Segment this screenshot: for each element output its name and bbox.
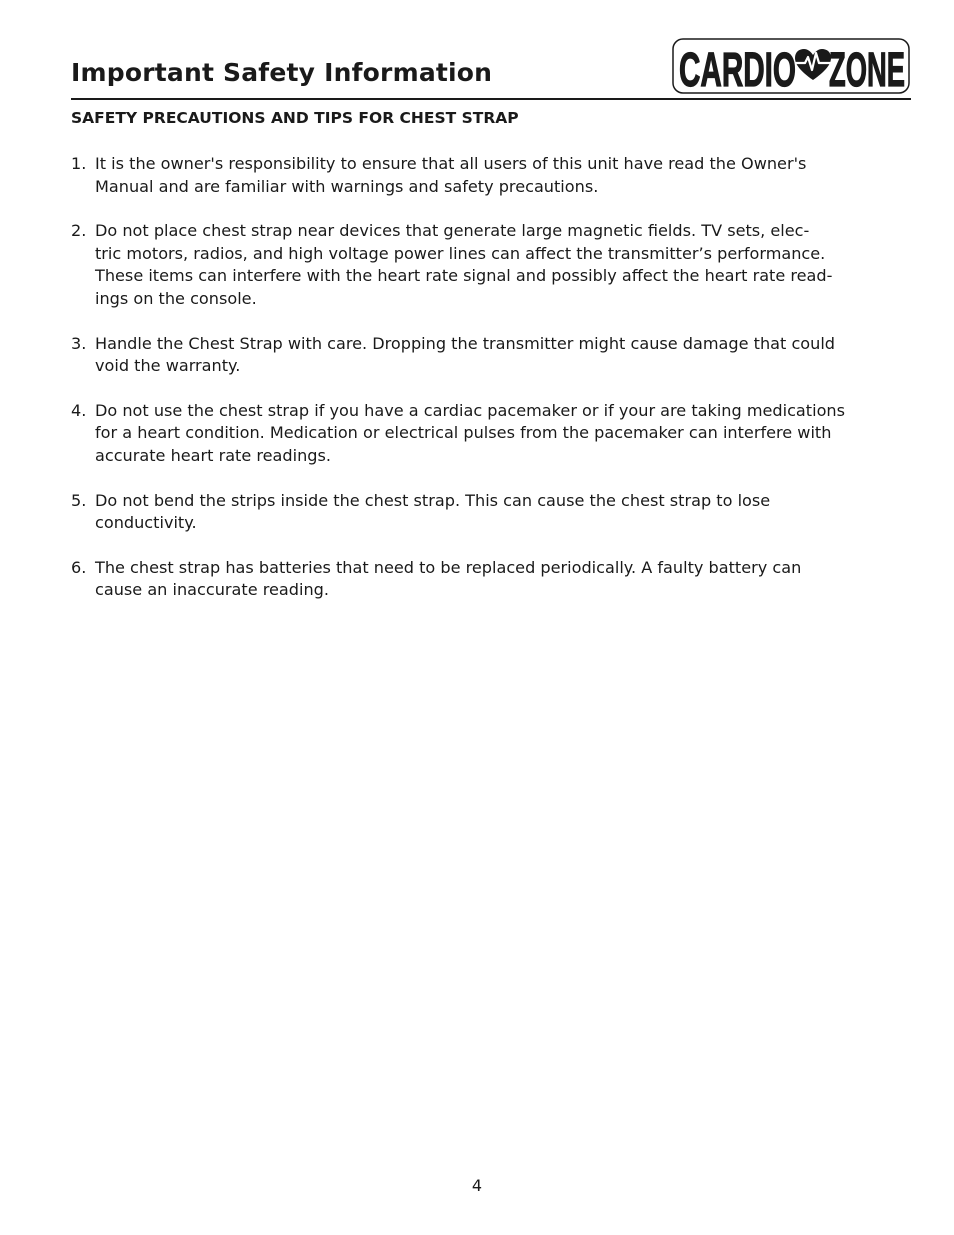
list-item bbox=[71, 220, 911, 310]
list-item bbox=[71, 400, 911, 468]
page-number: 4 bbox=[471, 1176, 483, 1195]
item-text: Do not place chest strap near devices that generate large magnetic fields. TV sets, elec- tric motors, radios, and high voltage power lines can affect the transmitter’s performance. These items can interfere with the heart rate signal and possibly affect the heart rate read- ings on the console. bbox=[95, 221, 833, 308]
page-header bbox=[71, 36, 911, 100]
item-text: Handle the Chest Strap with care. Dropping the transmitter might cause damage that could void the warranty. bbox=[95, 333, 836, 376]
item-text: It is the owner's responsibility to ensure that all users of this unit have read the Owner's Manual and are familiar with warnings and safety precautions. bbox=[95, 154, 807, 196]
cardio-zone-logo bbox=[672, 38, 910, 97]
item-text: The chest strap has batteries that need to be replaced periodically. A faulty battery can cause an inaccurate reading. bbox=[95, 557, 802, 600]
item-text: Do not use the chest strap if you have a cardiac pacemaker or if your are taking medications for a heart condition. Medication or electrical pulses from the pacemaker can interfere with accurate heart rate readings. bbox=[95, 400, 846, 465]
item-text: Do not bend the strips inside the chest strap. This can cause the chest strap to lose conductivity. bbox=[95, 490, 771, 533]
item-number: 6. bbox=[71, 557, 87, 577]
logo-word-zone: ZONE bbox=[829, 44, 905, 97]
list-item bbox=[71, 333, 911, 378]
item-number: 2. bbox=[71, 221, 87, 241]
logo-graphic bbox=[672, 38, 910, 97]
list-item bbox=[71, 153, 911, 198]
logo-word-cardio: CARDIO bbox=[679, 44, 796, 97]
item-number: 3. bbox=[71, 333, 87, 353]
list-item bbox=[71, 557, 911, 602]
page-title: Important Safety Information bbox=[71, 58, 493, 87]
item-number: 5. bbox=[71, 490, 87, 510]
item-number: 4. bbox=[71, 400, 87, 420]
section-heading: SAFETY PRECAUTIONS AND TIPS FOR CHEST STRAP bbox=[71, 109, 519, 127]
safety-precautions-list bbox=[71, 153, 911, 624]
list-item bbox=[71, 490, 911, 535]
item-number: 1. bbox=[71, 154, 87, 173]
